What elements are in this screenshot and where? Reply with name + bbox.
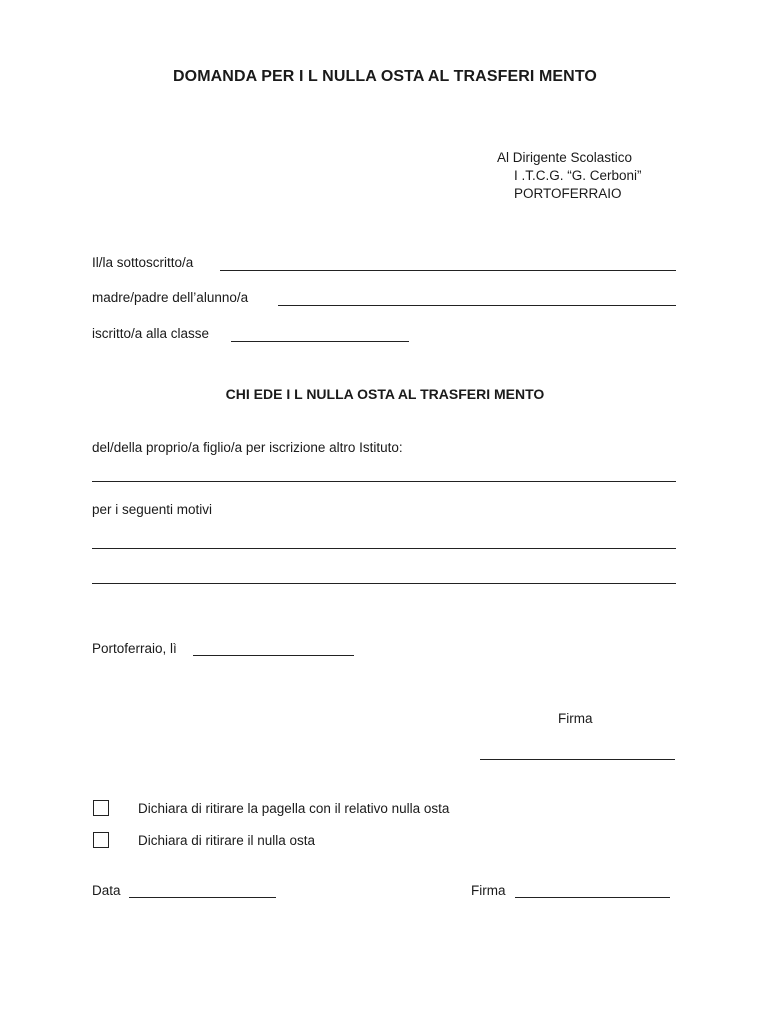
- motivi-field-line-2: [92, 583, 676, 584]
- istituto-label: del/della proprio/a figlio/a per iscrizione altro Istituto:: [92, 440, 403, 455]
- footer-signature-field-line: [515, 897, 670, 898]
- date-field-line: [129, 897, 276, 898]
- istituto-field-line: [92, 481, 676, 482]
- page-title: DOMANDA PER I L NULLA OSTA AL TRASFERI MENTO: [173, 68, 597, 85]
- date-label: Data: [92, 883, 121, 898]
- signature-line[interactable]: [480, 759, 675, 760]
- motivi-label: per i seguenti motivi: [92, 502, 213, 517]
- declaration-checkbox-1[interactable]: [93, 800, 109, 816]
- place-date-field-line: [193, 655, 354, 656]
- request-heading: CHI EDE I L NULLA OSTA AL TRASFERI MENTO: [225, 386, 545, 402]
- declaration-label-1: Dichiara di ritirare la pagella con il relativo nulla osta: [138, 801, 450, 816]
- footer-signature-label: Firma: [471, 883, 506, 898]
- genitore-label: madre/padre dell’alunno/a: [92, 290, 249, 305]
- declaration-checkbox-2[interactable]: [93, 832, 109, 848]
- declaration-label-2: Dichiara di ritirare il nulla osta: [138, 833, 316, 848]
- place-label: Portoferraio, lì: [92, 641, 177, 656]
- signature-label: Firma: [558, 711, 593, 726]
- genitore-field-line: [278, 305, 676, 306]
- classe-label: iscritto/a alla classe: [92, 326, 210, 341]
- classe-field-line: [231, 341, 409, 342]
- sottoscritto-field-line: [220, 270, 676, 271]
- sottoscritto-label: Il/la sottoscritto/a: [92, 255, 194, 270]
- recipient-line-3: PORTOFERRAIO: [514, 186, 622, 201]
- recipient-line-1: Al Dirigente Scolastico: [497, 150, 633, 165]
- recipient-line-2: I .T.C.G. “G. Cerboni”: [514, 168, 642, 183]
- motivi-field-line-1: [92, 548, 676, 549]
